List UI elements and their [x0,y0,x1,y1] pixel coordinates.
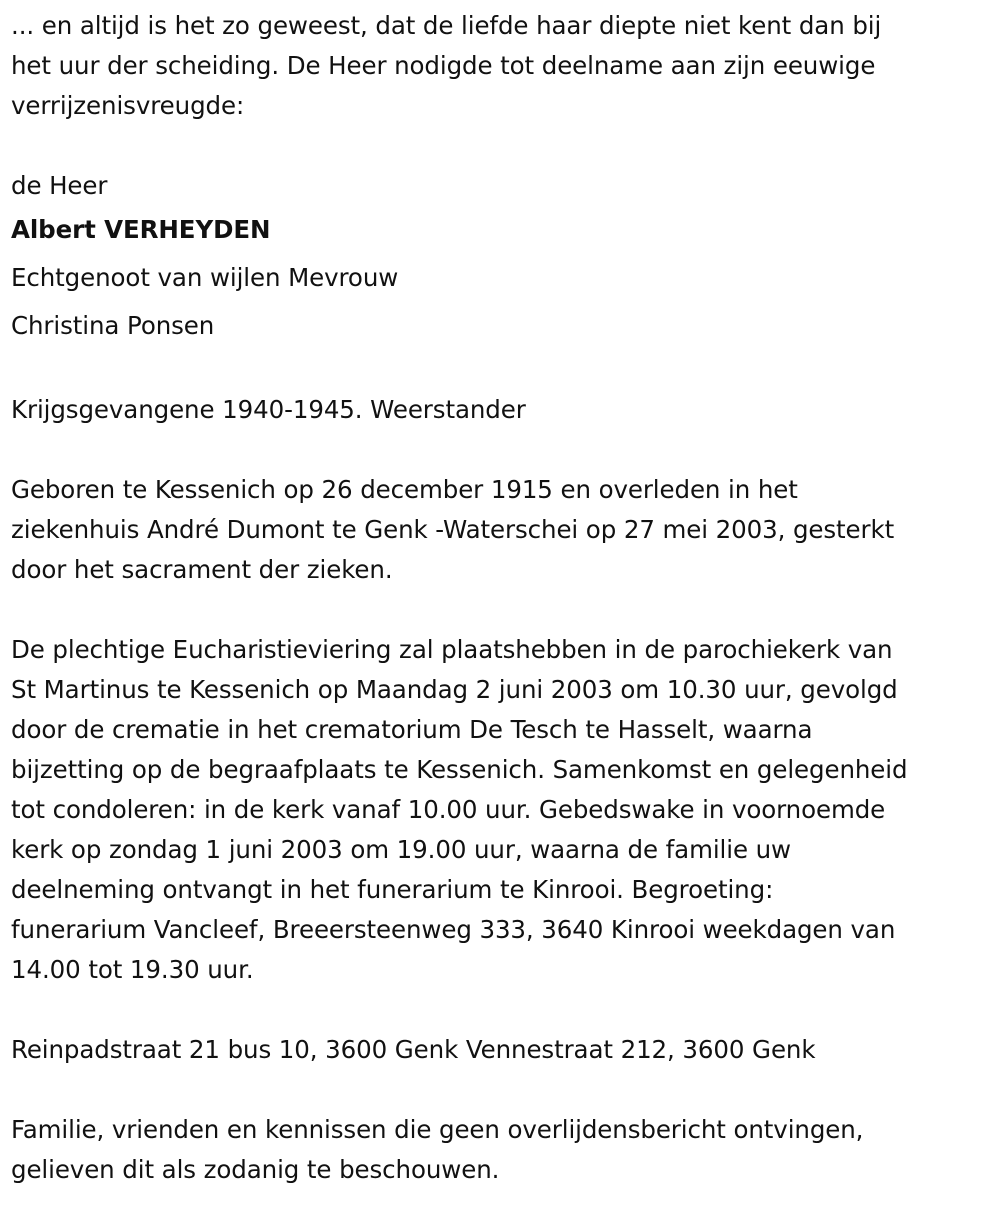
closing-paragraph [11,1110,996,1190]
intro-paragraph [11,6,996,126]
ceremony-line: deelneming ontvangt in het funerarium te Kinrooi. Begroeting: [11,875,774,904]
birth-death-line: Geboren te Kessenich op 26 december 1915 en overleden in het [11,475,798,504]
ceremony-line: bijzetting op de begraafplaats te Kessenich. Samenkomst en gelegenheid [11,755,908,784]
intro-line: verrijzenisvreugde: [11,91,245,120]
addresses-paragraph: Reinpadstraat 21 bus 10, 3600 Genk Vennestraat 212, 3600 Genk [11,1035,816,1064]
ceremony-line: door de crematie in het crematorium De Tesch te Hasselt, waarna [11,715,813,744]
ceremony-paragraph [11,630,996,990]
closing-line: Familie, vrienden en kennissen die geen overlijdensbericht ontvingen, [11,1115,864,1144]
ceremony-line: kerk op zondag 1 juni 2003 om 19.00 uur, waarna de familie uw [11,835,791,864]
spouse-line-2: Christina Ponsen [11,311,215,340]
ceremony-line: funerarium Vancleef, Breeersteenweg 333, 3640 Kinrooi weekdagen van [11,915,896,944]
intro-line: het uur der scheiding. De Heer nodigde tot deelname aan zijn eeuwige [11,51,876,80]
deceased-name: Albert VERHEYDEN [11,215,271,244]
remark-paragraph: Krijgsgevangene 1940-1945. Weerstander [11,395,526,424]
obituary-document [11,6,996,1190]
deceased-prefix: de Heer [11,171,108,200]
ceremony-line: De plechtige Eucharistieviering zal plaatshebben in de parochiekerk van [11,635,893,664]
birth-death-paragraph [11,470,996,590]
closing-line: gelieven dit als zodanig te beschouwen. [11,1155,500,1184]
intro-line: ... en altijd is het zo geweest, dat de liefde haar diepte niet kent dan bij [11,11,882,40]
ceremony-line: tot condoleren: in de kerk vanaf 10.00 uur. Gebedswake in voornoemde [11,795,886,824]
ceremony-line: St Martinus te Kessenich op Maandag 2 juni 2003 om 10.30 uur, gevolgd [11,675,898,704]
spouse-line-1: Echtgenoot van wijlen Mevrouw [11,263,399,292]
birth-death-line: door het sacrament der zieken. [11,555,393,584]
birth-death-line: ziekenhuis André Dumont te Genk -Waterschei op 27 mei 2003, gesterkt [11,515,895,544]
ceremony-line: 14.00 tot 19.30 uur. [11,955,254,984]
